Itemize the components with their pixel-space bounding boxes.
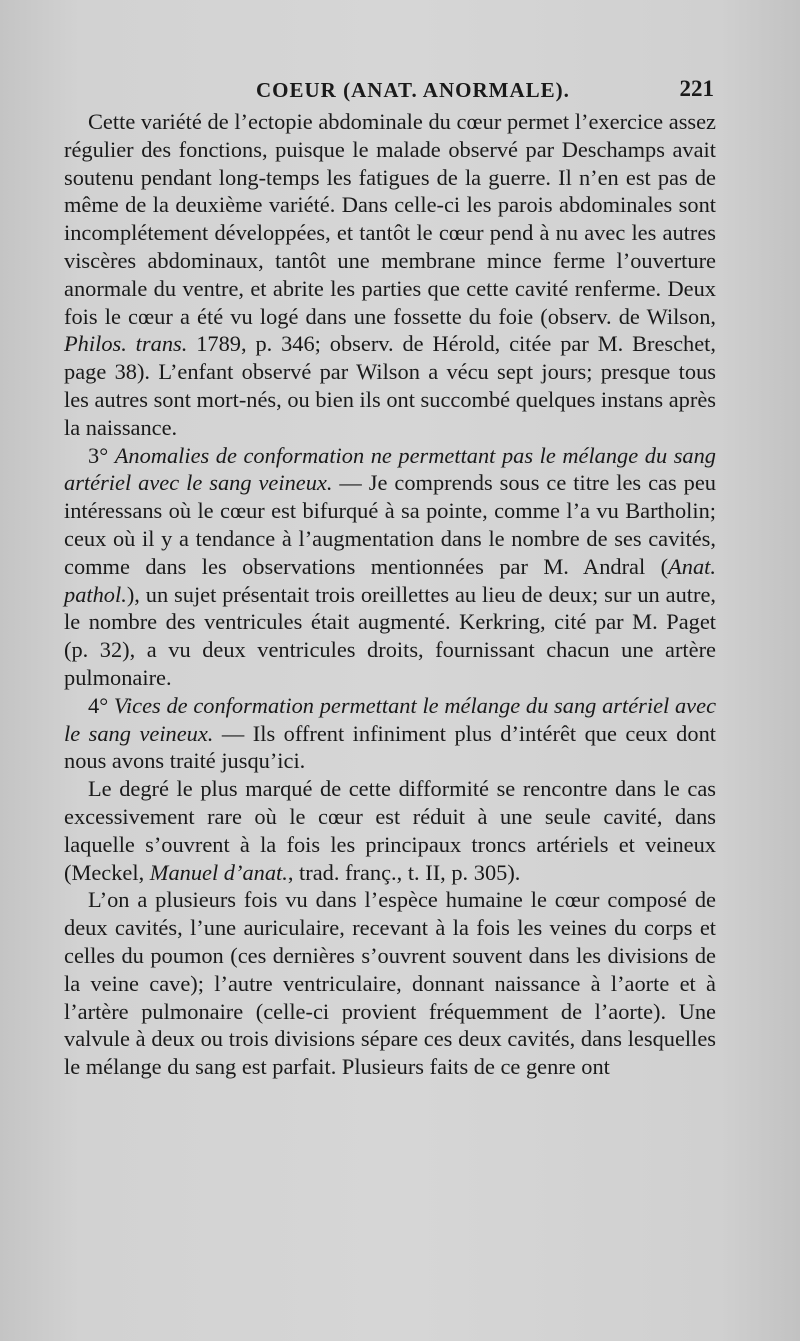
paragraph-ectopie <box>64 108 716 442</box>
page-header <box>64 72 714 106</box>
paragraph-text: ), un sujet présentait trois oreillettes au lieu de deux; sur un autre, le nombre des ventricules était augmenté. Kerkring, cité par M. Paget (p. 32), a vu deux ventricules droits, fournissant chacun une artère pulmonaire. <box>64 581 716 690</box>
citation-italic: Philos. trans. <box>64 331 188 357</box>
paragraph-text: — Ils offrent infiniment plus d’intérêt que ceux dont nous avons traité jusqu’ici. <box>64 720 716 774</box>
section-number: 4° <box>88 692 114 718</box>
section-heading-italic: Anomalies de conformation ne permettant pas le mélange du sang artériel avec le sang veineux. <box>64 442 716 496</box>
paragraph-two-cavities <box>64 886 716 1081</box>
section-heading-italic: Vices de conformation permettant le mélange du sang artériel avec le sang veineux. <box>64 692 717 746</box>
paragraph-text: — Je comprends sous ce titre les cas peu intéressans où le cœur est bifurqué à sa pointe, comme l’a vu Bartholin; ceux où il y a tendance à l’augmentation dans le nombre de ses cavités, comme dans les observations mentionnées par M. Andral ( <box>64 470 716 579</box>
section-number: 3° <box>88 442 115 468</box>
paragraph-text: 1789, p. 346; observ. de Hérold, citée par M. Breschet, page 38). L’enfant observé par Wilson a vécu sept jours; presque tous les autres sont mort-nés, ou bien ils ont succombé quelques instans après la naissance. <box>64 331 716 440</box>
body-text <box>64 108 716 1081</box>
paragraph-section-3 <box>64 442 716 692</box>
paragraph-text: Cette variété de l’ectopie abdominale du cœur permet l’exercice assez régulier des fonctions, puisque le malade observé par Deschamps avait soutenu pendant long-temps les fatigues de la guerre. Il n’en est pas de même de la deuxième variété. Dans celle-ci les parois abdominales sont incomplétement développées, et tantôt le cœur pend à nu avec les autres viscères abdominaux, tantôt une membrane mince ferme l’ouverture anormale du ventre, et abrite les parties que cette cavité renferme. Deux fois le cœur a été vu logé dans une fossette du foie (observ. de Wilson, <box>64 109 716 329</box>
citation-italic: Anat. pathol. <box>64 553 716 607</box>
citation-italic: Manuel d’anat. <box>149 859 288 885</box>
paragraph-single-cavity <box>64 775 716 886</box>
paragraph-text: Le degré le plus marqué de cette difformité se rencontre dans le cas excessivement rare où le cœur est réduit à une seule cavité, dans laquelle s’ouvrent à la fois les principaux troncs artériels et veineux (Meckel, <box>64 776 716 885</box>
paragraph-text: , trad. franç., t. II, p. 305). <box>287 859 521 885</box>
paragraph-section-4 <box>64 692 716 775</box>
running-title: COEUR (ANAT. ANORMALE). <box>256 78 570 102</box>
paragraph-text: L’on a plusieurs fois vu dans l’espèce humaine le cœur composé de deux cavités, l’une auriculaire, recevant à la fois les veines du corps et celles du poumon (ces dernières s’ouvrent souvent dans les divisions de la veine cave); l’autre ventriculaire, donnant naissance à l’aorte et à l’artère pulmonaire (celle-ci provient fréquemment de l’aorte). Une valvule à deux ou trois divisions sépare ces deux cavités, dans lesquelles le mélange du sang est parfait. Plusieurs faits de ce genre ont <box>64 887 716 1080</box>
page-number: 221 <box>679 76 714 101</box>
